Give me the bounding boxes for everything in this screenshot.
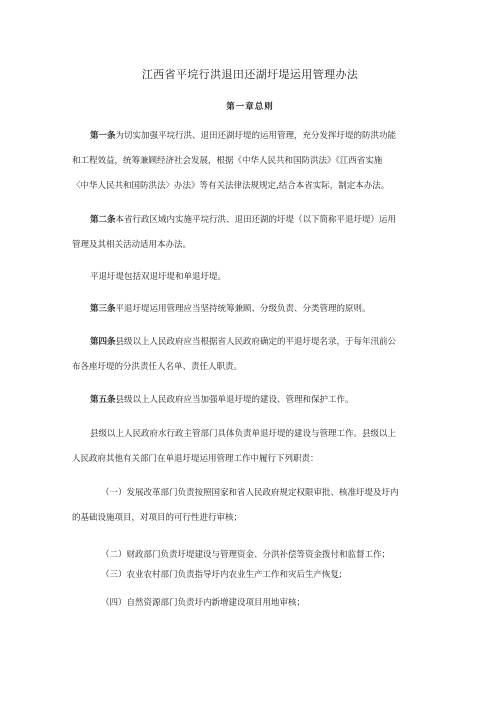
paragraph-embankment-types: 平退圩堤包括双退圩堤和单退圩堤。 bbox=[90, 272, 227, 282]
article-5-line bbox=[90, 394, 432, 406]
article-4-line-1 bbox=[90, 336, 432, 348]
paragraph-duties-line-2: 人民政府其他有关部门在单退圩堤运用管理工作中履行下列职责： bbox=[72, 454, 319, 464]
article-4-label: 第四条 bbox=[90, 337, 116, 347]
chapter-heading: 第一章总则 bbox=[226, 102, 274, 112]
duty-item-3: （三）农业农村部门负责指导圩内农业生产工作和灾后生产恢复; bbox=[101, 570, 342, 580]
article-1-text-1: 为切实加强平垸行洪、退田还湖圩堤的运用管理，充分发挥圩堤的防洪功能 bbox=[115, 131, 397, 141]
article-1-line-1 bbox=[90, 130, 432, 142]
article-1-label: 第一条 bbox=[90, 131, 116, 141]
article-4-line-2: 布各座圩堤的分洪责任人名单、责任人职责。 bbox=[72, 362, 243, 372]
article-5-label: 第五条 bbox=[90, 395, 116, 405]
paragraph-duties-line-1: 县级以上人民政府水行政主管部门具体负责单退圩堤的建设与管理工作。县级以上 bbox=[90, 429, 397, 439]
duty-item-4: （四）自然资源部门负责圩内新增建设项目用地审核； bbox=[101, 598, 306, 608]
article-3-text: 平退圩堤运用管理应当坚持统筹兼顾、分级负责、分类管理的原则。 bbox=[115, 304, 371, 314]
article-3-line bbox=[90, 303, 432, 315]
article-1-line-2: 和工程效益，统筹兼顾经济社会发展，根据《中华人民共和国防洪法》《江西省实施 bbox=[72, 156, 383, 166]
article-3-label: 第三条 bbox=[90, 304, 116, 314]
document-title: 江西省平垸行洪退田还湖圩堤运用管理办法 bbox=[141, 68, 359, 81]
article-2-label: 第二条 bbox=[90, 215, 116, 225]
article-1-line-3: 〈中华人民共和国防洪法〉办法》等有关法律法规规定,结合本省实际，制定本办法。 bbox=[72, 181, 390, 191]
article-2-line-1 bbox=[90, 214, 432, 226]
article-4-text-1: 县级以上人民政府应当根据省人民政府确定的平退圩堤名录，于每年汛前公 bbox=[115, 337, 397, 347]
article-2-text-1: 本省行政区域内实施平垸行洪、退田还湖的圩堤（以下简称平退圩堤）运用 bbox=[115, 215, 397, 225]
article-5-text: 县级以上人民政府应当加强单退圩堤的建设、管理和保护工作。 bbox=[115, 395, 354, 405]
duty-item-1-line-2: 的基础设施项目，对项目的可行性进行审核； bbox=[72, 513, 243, 523]
duty-item-2: （二）财政部门负责圩堤建设与管理资金、分洪补偿等资金拨付和监督工作； bbox=[101, 550, 391, 560]
duty-item-1-line-1: （一）发展改革部门负责按照国家和省人民政府规定权限审批、核准圩堤及圩内 bbox=[101, 488, 399, 498]
article-2-line-2: 管理及其相关活动适用本办法。 bbox=[72, 240, 192, 250]
